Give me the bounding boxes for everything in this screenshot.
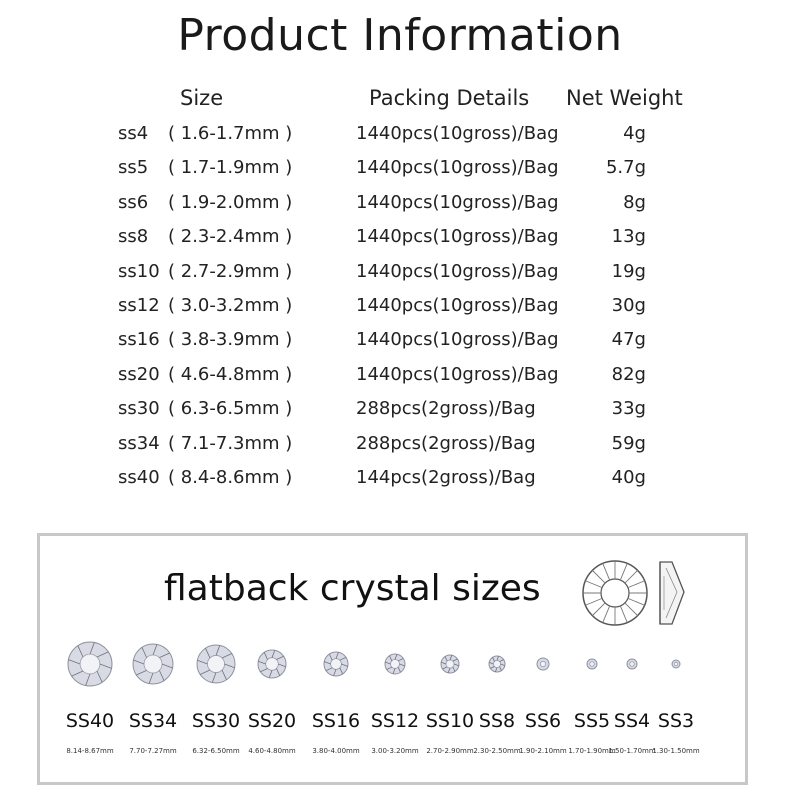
size-range: ( 2.3-2.4mm ): [168, 226, 293, 248]
size-code: ss4: [118, 123, 149, 144]
net-weight: 19g: [611, 260, 646, 282]
table-row: [0, 261, 800, 291]
net-weight: 5.7g: [605, 157, 646, 179]
header-weight: Net Weight: [566, 86, 683, 110]
crystal-mm-range: 3.00-3.20mm: [371, 747, 419, 755]
net-weight: 4g: [623, 123, 646, 144]
crystal-mm-range: 8.14-8.67mm: [66, 747, 114, 755]
size-range: ( 2.7-2.9mm ): [168, 260, 293, 282]
crystal-mm-range: 2.30-2.50mm: [473, 747, 521, 755]
size-range: ( 1.7-1.9mm ): [168, 157, 293, 179]
size-range: ( 8.4-8.6mm ): [168, 467, 293, 488]
crystal-gem-icon: [384, 653, 406, 675]
crystal-size-label: SS6: [524, 710, 562, 732]
net-weight: 82g: [611, 363, 646, 385]
crystal-gem-icon: [671, 659, 681, 669]
packing-details: 1440pcs(10gross)/Bag: [356, 295, 559, 316]
size-code: ss34: [118, 432, 160, 454]
crystal-size-label: SS3: [657, 710, 695, 732]
packing-details: 1440pcs(10gross)/Bag: [356, 260, 559, 282]
crystal-size-label: SS34: [128, 710, 178, 732]
crystal-gem-icon: [196, 644, 236, 684]
page-title: Product Information: [177, 10, 623, 61]
crystal-gem-icon: [440, 654, 460, 674]
size-code: ss6: [118, 191, 149, 213]
crystal-mm-range: 1.70-1.90mm: [568, 747, 616, 755]
size-code: ss16: [118, 329, 160, 351]
packing-details: 1440pcs(10gross)/Bag: [356, 123, 559, 144]
crystal-size-label: SS4: [613, 710, 651, 732]
crystal-size-label: SS12: [370, 710, 420, 732]
size-range: ( 3.0-3.2mm ): [168, 295, 293, 316]
size-code: ss30: [118, 398, 160, 420]
crystal-mm-range: 2.70-2.90mm: [426, 747, 474, 755]
crystal-size-label: SS5: [573, 710, 611, 732]
crystal-size-label: SS20: [247, 710, 297, 732]
net-weight: 59g: [611, 432, 646, 454]
net-weight: 8g: [623, 191, 646, 213]
panel-title: flatback crystal sizes: [164, 568, 541, 609]
crystal-size-label: SS10: [425, 710, 475, 732]
crystal-mm-range: 1.30-1.50mm: [652, 747, 700, 755]
crystal-mm-range: 4.60-4.80mm: [248, 747, 296, 755]
packing-details: 1440pcs(10gross)/Bag: [356, 157, 559, 179]
table-row: [0, 295, 800, 325]
table-row: [0, 192, 800, 222]
packing-details: 1440pcs(10gross)/Bag: [356, 363, 559, 385]
size-range: ( 1.6-1.7mm ): [168, 123, 293, 144]
crystal-size-label: SS30: [191, 710, 241, 732]
size-code: ss20: [118, 363, 160, 385]
crystal-size-label: SS8: [478, 710, 516, 732]
crystal-gem-icon: [323, 651, 349, 677]
size-code: ss10: [118, 260, 160, 282]
header-size: Size: [180, 86, 224, 110]
flatback-diagram: [580, 558, 720, 628]
size-range: ( 4.6-4.8mm ): [168, 363, 293, 385]
crystal-mm-range: 1.50-1.70mm: [608, 747, 656, 755]
flatback-side-view-icon: [660, 562, 684, 624]
table-row: [0, 398, 800, 428]
crystal-gem-icon: [132, 643, 174, 685]
packing-details: 288pcs(2gross)/Bag: [356, 432, 536, 454]
size-range: ( 1.9-2.0mm ): [168, 191, 293, 213]
packing-details: 1440pcs(10gross)/Bag: [356, 191, 559, 213]
table-row: [0, 433, 800, 463]
crystal-gem-icon: [626, 658, 638, 670]
size-range: ( 6.3-6.5mm ): [168, 398, 293, 420]
size-range: ( 3.8-3.9mm ): [168, 329, 293, 351]
crystal-gem-icon: [586, 658, 598, 670]
net-weight: 33g: [611, 398, 646, 420]
packing-details: 1440pcs(10gross)/Bag: [356, 226, 559, 248]
table-row: [0, 226, 800, 256]
size-code: ss8: [118, 226, 149, 248]
packing-details: 288pcs(2gross)/Bag: [356, 398, 536, 420]
crystal-gem-icon: [67, 641, 113, 687]
crystal-size-panel: [37, 533, 748, 785]
table-row: [0, 364, 800, 394]
packing-details: 144pcs(2gross)/Bag: [356, 467, 536, 488]
table-row: [0, 467, 800, 497]
flatback-top-view-icon: [583, 561, 647, 625]
table-row: [0, 329, 800, 359]
crystal-mm-range: 3.80-4.00mm: [312, 747, 360, 755]
crystal-mm-range: 6.32-6.50mm: [192, 747, 240, 755]
size-code: ss12: [118, 295, 160, 316]
packing-details: 1440pcs(10gross)/Bag: [356, 329, 559, 351]
crystal-mm-range: 1.90-2.10mm: [519, 747, 567, 755]
net-weight: 47g: [611, 329, 646, 351]
crystal-gem-icon: [536, 657, 550, 671]
size-code: ss40: [118, 467, 160, 488]
crystal-gem-icon: [488, 655, 506, 673]
table-row: [0, 123, 800, 153]
header-packing: Packing Details: [369, 86, 530, 110]
size-code: ss5: [118, 157, 149, 179]
crystal-size-label: SS16: [311, 710, 361, 732]
crystal-size-label: SS40: [65, 710, 115, 732]
net-weight: 40g: [611, 467, 646, 488]
net-weight: 13g: [611, 226, 646, 248]
size-range: ( 7.1-7.3mm ): [168, 432, 293, 454]
table-row: [0, 157, 800, 187]
crystal-gem-icon: [257, 649, 287, 679]
crystal-mm-range: 7.70-7.27mm: [129, 747, 177, 755]
net-weight: 30g: [611, 295, 646, 316]
